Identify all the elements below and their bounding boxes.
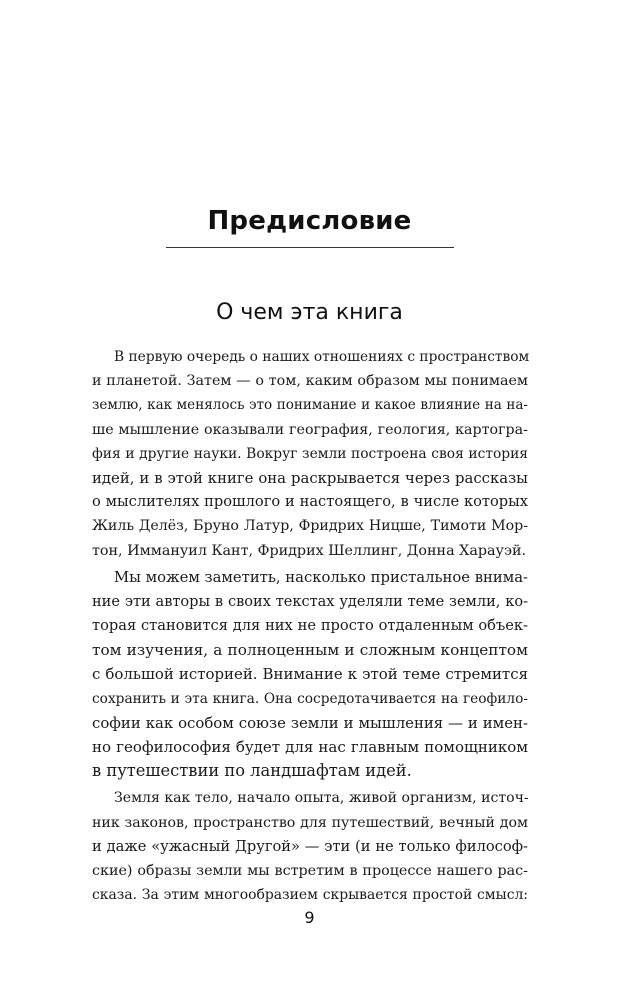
text-line: ше мышление оказывали география, геология, картогра-: [92, 421, 528, 438]
title-divider: [166, 247, 454, 248]
text-line: ские) образы земли мы встретим в процессе нашего рас-: [92, 862, 528, 879]
text-line: ние эти авторы в своих текстах уделяли теме земли, ко-: [92, 593, 528, 610]
text-line: тон, Иммануил Кант, Фридрих Шеллинг, Донна Харауэй.: [92, 542, 527, 559]
page-number: 9: [304, 908, 315, 927]
text-line: сказа. За этим многообразием скрывается простой смысл:: [92, 887, 528, 904]
text-line: с большой историей. Внимание к этой теме стремится: [92, 665, 528, 684]
text-line: и планетой. Затем — о том, каким образом мы понимаем: [92, 373, 528, 390]
text-line: землю, как менялось это понимание и какое влияние на на-: [92, 397, 528, 414]
body-text: [92, 345, 528, 907]
text-line: идей, и в этой книге она раскрывается через рассказы: [92, 468, 528, 487]
chapter-title: Предисловие: [207, 206, 412, 236]
text-line: торая становится для них не просто отдаленным объек-: [92, 617, 528, 635]
text-line: но геофилософия будет для нас главным помощником: [92, 738, 528, 756]
section-title: О чем эта книга: [216, 300, 403, 325]
text-line: и даже «ужасный Другой» — эти (и не только философ-: [92, 837, 528, 855]
text-line: фия и другие науки. Вокруг земли построена своя история: [92, 445, 528, 462]
text-line: софии как особом союзе земли и мышления — и имен-: [92, 713, 528, 732]
paragraph: [92, 566, 528, 784]
text-line: в путешествии по ландшафтам идей.: [92, 761, 412, 781]
text-line: ник законов, пространство для путешествий, вечный дом: [92, 814, 528, 831]
text-line: о мыслителях прошлого и настоящего, в числе которых: [92, 493, 528, 511]
text-line: Земля как тело, начало опыта, живой организм, источ-: [114, 790, 529, 807]
text-line: Жиль Делёз, Бруно Латур, Фридрих Ницше, Тимоти Мор-: [92, 518, 528, 535]
text-line: сохранить и эта книга. Она сосредотачивается на геофило-: [92, 690, 528, 707]
paragraph: [92, 345, 528, 563]
paragraph: [92, 786, 528, 907]
text-line: Мы можем заметить, насколько пристальное внима-: [114, 568, 529, 586]
text-line: В первую очередь о наших отношениях с пространством: [114, 349, 530, 365]
text-line: том изучения, а полноценным и сложным концептом: [92, 641, 528, 660]
